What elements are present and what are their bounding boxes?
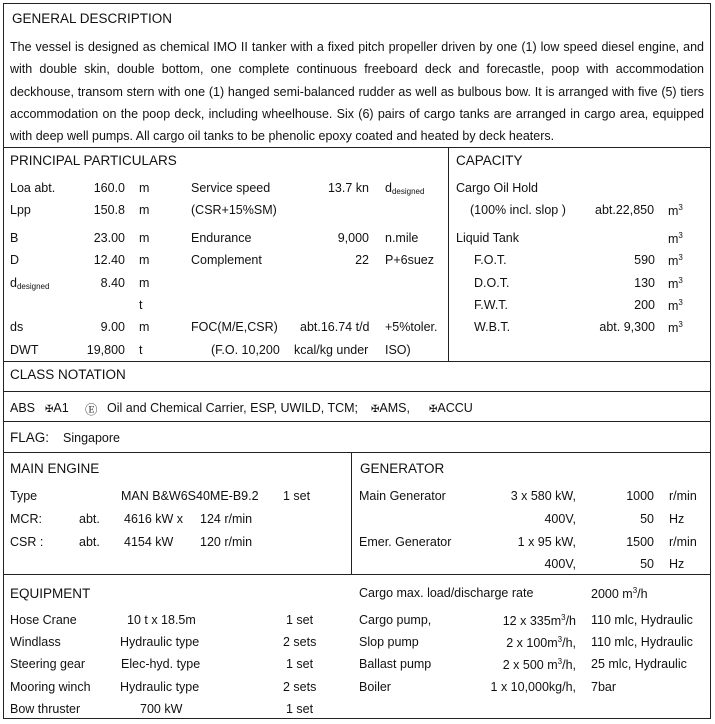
fo-note-a: (F.O. 10,200	[211, 343, 280, 357]
cargo-pump-value: 12 x $335m^3/h$	[502, 613, 576, 629]
maltese-cross-icon: ✠	[371, 404, 380, 415]
ballast-pump-label: Ballast pump	[359, 657, 432, 671]
column-divider	[351, 452, 352, 574]
principal-heading: PRINCIPAL PARTICULARS	[10, 153, 177, 168]
speed-value: 13.7 kn	[327, 181, 369, 195]
complement-label: Complement	[191, 253, 262, 267]
equipment-label: Windlass	[10, 635, 61, 649]
emer-generator-voltage: 400V,	[544, 557, 576, 571]
maltese-cross-icon: ✠	[429, 404, 438, 415]
cargo-oil-hold-value: abt.22,850	[595, 203, 655, 217]
dot-value: 130	[634, 276, 655, 290]
fo-note-c: ISO)	[385, 343, 411, 357]
csr-rpm: 120 r/min	[200, 535, 253, 549]
equipment-spec: 10 t x 18.5m	[127, 613, 196, 627]
csr-note: (CSR+15%SM)	[191, 203, 277, 217]
liquid-tank-label: Liquid Tank	[456, 231, 520, 245]
cargo-pump-label: Cargo pump,	[359, 613, 432, 627]
loa-unit: m	[139, 181, 150, 195]
cargo-oil-hold-note: (100% incl. slop )	[470, 203, 566, 217]
engine-type-qty: 1 set	[283, 489, 311, 503]
rpm-unit: r/min	[669, 535, 697, 549]
dot-label: D.O.T.	[474, 276, 510, 290]
general-description-text: The vessel is designed as chemical IMO II tanker with a fixed pitch propeller driven by one (1) low speed diesel engine, and with double skin, double bottom, one complete continuous freeboard deck and forecastle, poop with accommodation deckhouse, transom stern with one (1) hanged semi-balanced rudder as well as bulbous bow. It is arranged with five (5) tiers accommodation on the poop deck, including wheelhouse. Six (6) pairs of cargo tanks are arranged in cargo area, equipped with deep well pumps. All cargo oil tanks to be phenolic epoxy coated and heated by deck heaters.	[10, 40, 704, 144]
equipment-qty: 1 set	[286, 702, 314, 716]
cargo-rate-value: 2000 $m^3/h$	[591, 586, 648, 602]
wbt-value: abt. 9,300	[599, 320, 655, 334]
b-value: 23.00	[93, 231, 125, 245]
slop-pump-value: 2 x $100m^3/h$,	[506, 635, 576, 651]
equipment-label: Bow thruster	[10, 702, 81, 716]
engine-type-value: MAN B&W6S40ME-B9.2	[121, 489, 259, 503]
complement-unit: P+6suez	[385, 253, 434, 267]
lpp-value: 150.8	[93, 203, 125, 217]
rpm-unit: r/min	[669, 489, 697, 503]
boiler-value: 1 x 10,000kg/h,	[490, 680, 576, 694]
cubic-meter-unit: $m^3$	[668, 203, 683, 219]
fot-label: F.O.T.	[474, 253, 507, 267]
main-engine-heading: MAIN ENGINE	[10, 461, 100, 476]
equipment-spec: 700 kW	[140, 702, 183, 716]
ds-label: ds	[10, 320, 24, 334]
csr-label: CSR :	[10, 535, 44, 549]
flag-value: Singapore	[63, 431, 120, 445]
b-label: B	[10, 231, 19, 245]
loa-label: Loa abt.	[10, 181, 56, 195]
cargo-pump-head: 110 mlc, Hydraulic	[591, 613, 693, 627]
equipment-qty: 1 set	[286, 613, 314, 627]
emer-generator-rpm: 1500	[626, 535, 654, 549]
class-carrier-text: Oil and Chemical Carrier, ESP, UWILD, TCM;	[107, 401, 358, 415]
d-designed-label: $d_{designed}$	[10, 276, 50, 291]
e-circle-icon: Ⓔ	[85, 403, 98, 417]
cubic-meter-unit: $m^3$	[668, 231, 683, 247]
class-notation-heading: CLASS NOTATION	[10, 367, 126, 382]
fwt-value: 200	[634, 298, 655, 312]
speed-draught-label: $d_{designed}$	[385, 181, 425, 196]
t-unit: t	[139, 298, 143, 312]
endurance-label: Endurance	[191, 231, 252, 245]
equipment-label: Hose Crane	[10, 613, 77, 627]
d-value: 12.40	[93, 253, 125, 267]
equipment-spec: Elec-hyd. type	[121, 657, 201, 671]
capacity-heading: CAPACITY	[456, 153, 523, 168]
csr-abt: abt.	[79, 535, 100, 549]
lpp-label: Lpp	[10, 203, 31, 217]
cubic-meter-unit: $m^3$	[668, 320, 683, 336]
mcr-label: MCR:	[10, 512, 42, 526]
ds-unit: m	[139, 320, 150, 334]
equipment-qty: 1 set	[286, 657, 314, 671]
equipment-heading: EQUIPMENT	[10, 586, 91, 601]
maltese-cross-icon: ✠	[45, 404, 54, 415]
class-ams: ✠AMS,	[371, 401, 410, 415]
wbt-label: W.B.T.	[474, 320, 511, 334]
equipment-qty: 2 sets	[283, 635, 317, 649]
fo-note-b: kcal/kg under	[294, 343, 369, 357]
main-generator-voltage: 400V,	[544, 512, 576, 526]
equipment-spec: Hydraulic type	[120, 680, 200, 694]
cargo-rate-label: Cargo max. load/discharge rate	[359, 586, 534, 600]
foc-label: FOC(M/E,CSR)	[191, 320, 278, 334]
cargo-oil-hold-label: Cargo Oil Hold	[456, 181, 538, 195]
d-label: D	[10, 253, 20, 267]
speed-label: Service speed	[191, 181, 271, 195]
foc-value: abt.16.74 t/d	[300, 320, 370, 334]
endurance-value: 9,000	[337, 231, 369, 245]
engine-type-label: Type	[10, 489, 38, 503]
divider	[3, 391, 711, 392]
slop-pump-label: Slop pump	[359, 635, 419, 649]
lpp-unit: m	[139, 203, 150, 217]
d-designed-unit: m	[139, 276, 150, 290]
equipment-label: Steering gear	[10, 657, 86, 671]
foc-tolerance: +5%toler.	[385, 320, 438, 334]
class-accu: ✠ACCU	[429, 401, 473, 415]
emer-generator-power: 1 x 95 kW,	[517, 535, 576, 549]
main-generator-rpm: 1000	[626, 489, 654, 503]
divider	[3, 361, 711, 362]
mcr-rpm: 124 r/min	[200, 512, 253, 526]
complement-value: 22	[355, 253, 369, 267]
mcr-abt: abt.	[79, 512, 100, 526]
divider	[3, 574, 711, 575]
main-generator-label: Main Generator	[359, 489, 446, 503]
ballast-pump-head: 25 mlc, Hydraulic	[591, 657, 687, 671]
hz-unit: Hz	[669, 557, 685, 571]
abs-label: ABS	[10, 401, 36, 415]
main-generator-power: 3 x 580 kW,	[510, 489, 576, 503]
generator-heading: GENERATOR	[360, 461, 445, 476]
equipment-spec: Hydraulic type	[120, 635, 200, 649]
fwt-label: F.W.T.	[474, 298, 509, 312]
general-heading: GENERAL DESCRIPTION	[12, 11, 173, 26]
slop-pump-head: 110 mlc, Hydraulic	[591, 635, 693, 649]
d-designed-value: 8.40	[100, 276, 125, 290]
endurance-unit: n.mile	[385, 231, 419, 245]
column-divider	[448, 147, 449, 361]
mcr-power: 4616 kW x	[124, 512, 184, 526]
dwt-unit: t	[139, 343, 143, 357]
divider	[3, 421, 711, 422]
class-a1: ✠A1	[45, 401, 69, 415]
emer-generator-label: Emer. Generator	[359, 535, 452, 549]
divider	[3, 452, 711, 453]
d-unit: m	[139, 253, 150, 267]
csr-power: 4154 kW	[124, 535, 174, 549]
boiler-label: Boiler	[359, 680, 391, 694]
cubic-meter-unit: $m^3$	[668, 276, 683, 292]
ballast-pump-value: 2 x 500 $m^3/h$,	[502, 657, 576, 673]
boiler-pressure: 7bar	[591, 680, 617, 694]
b-unit: m	[139, 231, 150, 245]
cubic-meter-unit: $m^3$	[668, 253, 683, 269]
dwt-value: 19,800	[86, 343, 125, 357]
emer-generator-hz: 50	[640, 557, 654, 571]
loa-value: 160.0	[93, 181, 125, 195]
equipment-label: Mooring winch	[10, 680, 91, 694]
fot-value: 590	[634, 253, 655, 267]
equipment-qty: 2 sets	[283, 680, 317, 694]
cubic-meter-unit: $m^3$	[668, 298, 683, 314]
main-generator-hz: 50	[640, 512, 654, 526]
flag-label: FLAG:	[10, 430, 50, 445]
dwt-label: DWT	[10, 343, 39, 357]
ds-value: 9.00	[100, 320, 125, 334]
hz-unit: Hz	[669, 512, 685, 526]
